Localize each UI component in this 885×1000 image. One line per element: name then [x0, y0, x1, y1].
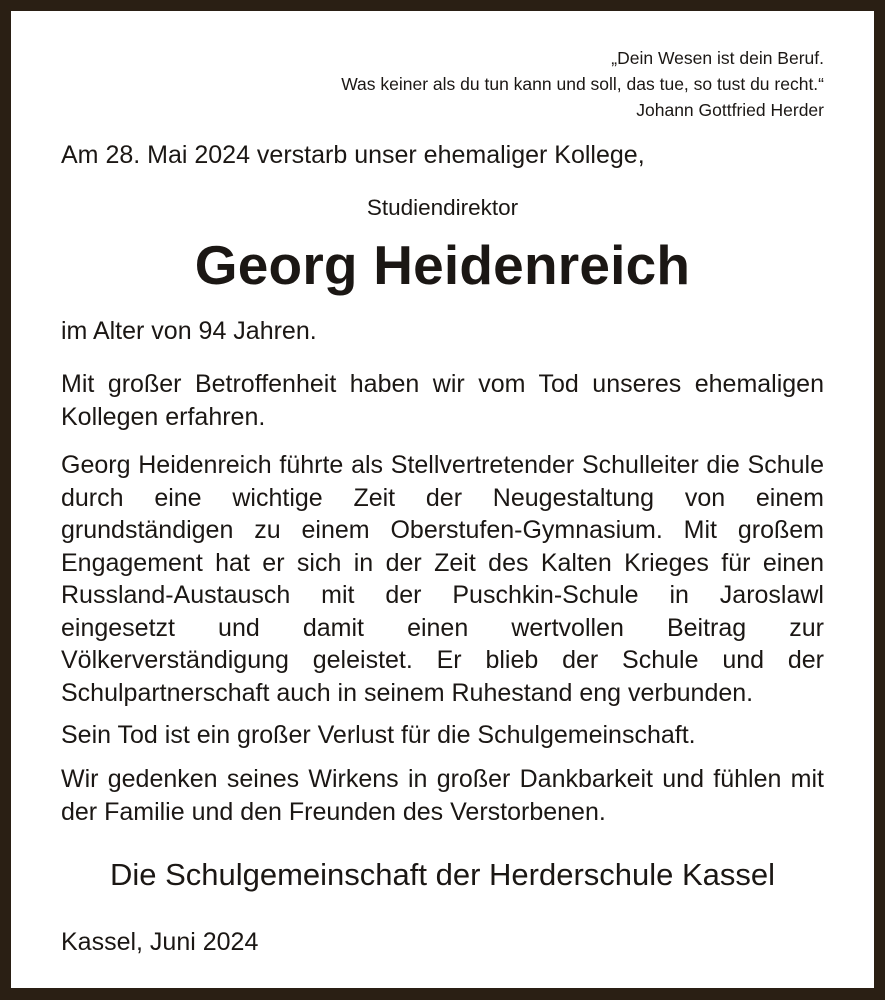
paragraph-remembrance: Wir gedenken seines Wirkens in großer Dankbarkeit und fühlen mit der Familie und den Freunden des Verstorbenen.	[61, 765, 824, 826]
herder-quote	[341, 45, 824, 123]
intro-text: Am 28. Mai 2024 verstarb unser ehemaliger Kollege,	[61, 141, 645, 169]
obituary-notice	[11, 11, 874, 988]
academic-title: Studiendirektor	[366, 195, 519, 220]
quote-author: Johann Gottfried Herder	[636, 100, 824, 120]
paragraph-condolence: Mit großer Betroffenheit haben wir vom Tod unseres ehemaligen Kollegen erfahren.	[61, 370, 824, 431]
place-date: Kassel, Juni 2024	[61, 928, 259, 956]
paragraph-biography: Georg Heidenreich führte als Stellvertretender Schulleiter die Schule durch eine wichtige Zeit der Neugestaltung von einem grundständigen zu einem Oberstufen-Gymnasium. Mit großem Engagement hat er sich in der Zeit des Kalten Krieges für einen Russland-Austausch mit der Puschkin-Schule in Jaroslawl eingesetzt und damit einen wertvollen Beitrag zur Völkerverständigung geleistet. Er blieb der Schule und der Schulpartnerschaft auch in seinem Ruhestand eng verbunden.	[61, 451, 824, 707]
quote-line-1: „Dein Wesen ist dein Beruf.	[611, 48, 824, 68]
signature: Die Schulgemeinschaft der Herderschule Kassel	[109, 857, 776, 892]
paragraph-loss: Sein Tod ist ein großer Verlust für die Schulgemeinschaft.	[61, 721, 696, 749]
quote-line-2: Was keiner als du tun kann und soll, das tue, so tust du recht.“	[341, 74, 824, 94]
deceased-name: Georg Heidenreich	[194, 234, 691, 296]
age-line: im Alter von 94 Jahren.	[61, 317, 317, 345]
